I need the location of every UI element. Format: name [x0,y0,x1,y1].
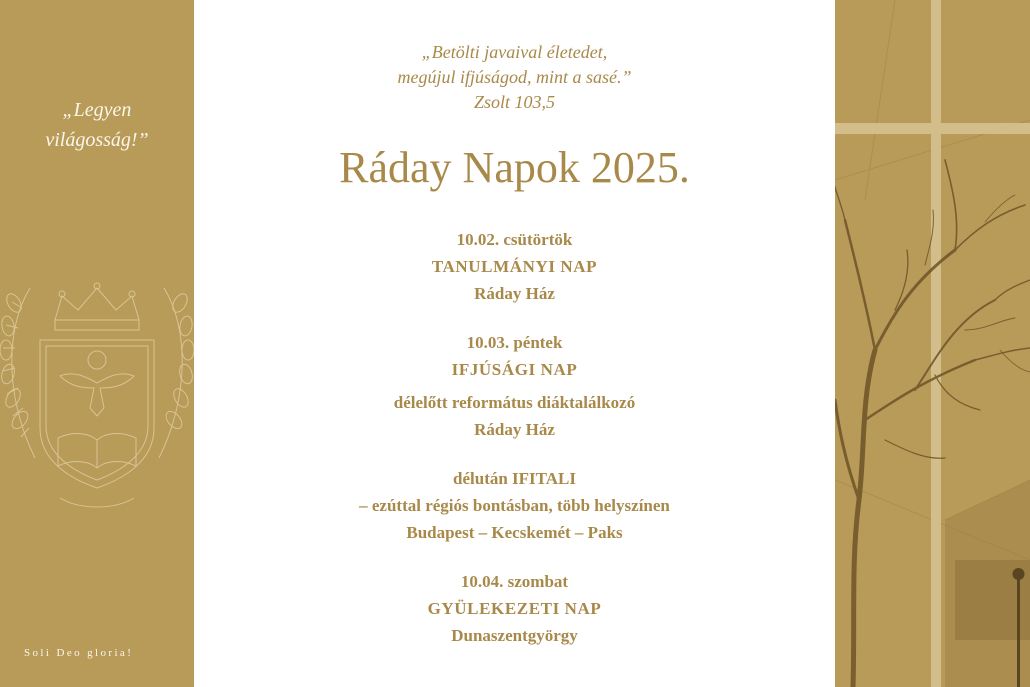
event-date: 10.02. csütörtök [456,230,573,249]
event-afternoon: délután IFITALI [453,469,576,488]
event-afternoon-note: – ezúttal régiós bontásban, több helyszínen [359,496,670,515]
event-list [194,226,835,649]
right-panel-photo [835,0,1030,687]
event-name: IFJÚSÁGI NAP [451,360,578,379]
page-title: Ráday Napok 2025. [339,143,690,192]
quote-reference: Zsolt 103,5 [473,92,556,112]
event-location: Dunaszentgyörgy [451,626,578,645]
event-day-2 [194,329,835,546]
left-panel [0,0,194,687]
event-morning: délelőtt református diáktalálkozó [393,393,636,412]
event-date: 10.04. szombat [460,572,569,591]
event-location: Ráday Ház [474,284,555,303]
quote-line-2: megújul ifjúságod, mint a sasé.” [397,67,632,87]
main-content [194,0,835,687]
quote-line-1: „Betölti javaival életedet, [421,42,608,62]
motto-line-1: „Legyen [62,99,132,121]
event-name: GYÜLEKEZETI NAP [427,599,602,618]
cross-and-tree-photo [835,0,1030,687]
event-day-3 [194,568,835,649]
crest-emblem-icon [0,248,194,518]
bible-quote [194,40,835,115]
event-date: 10.03. péntek [466,333,563,352]
footer-motto: Soli Deo gloria! [24,647,134,659]
motto [0,95,194,155]
motto-line-2: világosság!” [45,129,149,151]
event-day-1 [194,226,835,307]
event-afternoon-locations: Budapest – Kecskemét – Paks [406,523,623,542]
event-name: TANULMÁNYI NAP [431,257,598,276]
event-morning-location: Ráday Ház [474,420,555,439]
